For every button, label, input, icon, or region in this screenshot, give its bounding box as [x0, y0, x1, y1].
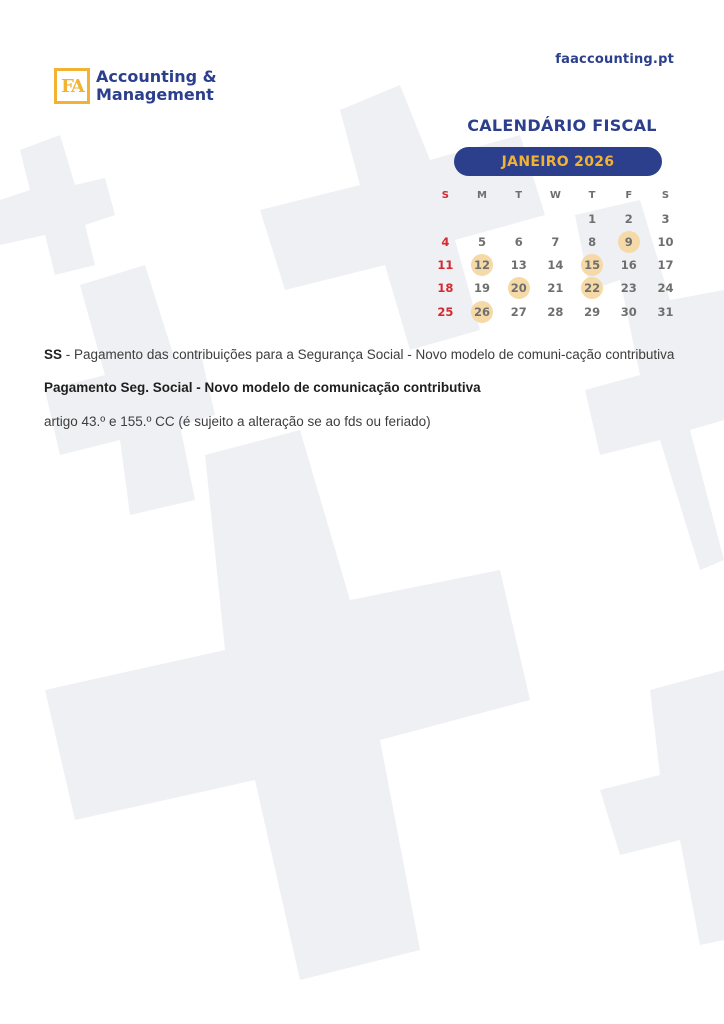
calendar-day: 18 — [437, 281, 454, 296]
company-logo — [54, 68, 217, 104]
obligation-summary — [44, 346, 680, 363]
calendar-day-highlighted: 26 — [464, 300, 501, 323]
calendar-day-highlighted: 12 — [464, 254, 501, 277]
weekday-header: T — [588, 190, 596, 202]
logo-text — [96, 68, 217, 104]
calendar-day: 13 — [510, 258, 527, 273]
logo-line-2: Management — [96, 85, 214, 104]
logo-line-1: Accounting & — [96, 67, 217, 86]
calendar-day: 17 — [657, 258, 674, 273]
calendar-day: 8 — [588, 234, 597, 249]
obligation-description — [44, 346, 680, 430]
calendar-day-highlighted: 15 — [574, 254, 611, 277]
calendar-day: 25 — [437, 304, 454, 319]
weekday-header: W — [549, 190, 561, 202]
obligation-legal-basis: artigo 43.º e 155.º CC (é sujeito a alteração se ao fds ou feriado) — [44, 414, 431, 429]
weekday-header: S — [441, 190, 449, 202]
calendar-day: 14 — [547, 258, 564, 273]
calendar-day: 29 — [584, 304, 601, 319]
calendar-day: 2 — [624, 211, 633, 226]
calendar-grid — [427, 184, 684, 323]
calendar-day: 31 — [657, 304, 674, 319]
calendar-day-empty — [537, 207, 574, 230]
calendar-day-empty — [427, 207, 464, 230]
calendar-day: 4 — [441, 234, 450, 249]
calendar-day: 10 — [657, 234, 674, 249]
obligation-summary-text: - Pagamento das contribuições para a Segurança Social - Novo modelo de comuni-cação contributiva — [62, 347, 675, 362]
calendar-day-empty — [464, 207, 501, 230]
calendar-day-highlighted: 20 — [500, 277, 537, 300]
weekday-header: M — [477, 190, 487, 202]
calendar-day: 23 — [620, 281, 637, 296]
weekday-header: F — [625, 190, 633, 202]
calendar-day: 1 — [588, 211, 597, 226]
calendar-day: 16 — [620, 258, 637, 273]
calendar-day: 27 — [510, 304, 527, 319]
weekday-header: S — [661, 190, 670, 202]
logo-mark: FA — [54, 68, 90, 104]
obligation-code: SS — [44, 347, 63, 362]
calendar-day: 6 — [514, 234, 523, 249]
calendar-day: 24 — [657, 281, 674, 296]
calendar-day-highlighted: 9 — [610, 230, 647, 253]
website-url[interactable]: faaccounting.pt — [555, 52, 674, 67]
calendar-heading: CALENDÁRIO FISCAL — [467, 116, 657, 135]
calendar-day: 11 — [437, 258, 454, 273]
calendar-day: 21 — [547, 281, 564, 296]
obligation-title: Pagamento Seg. Social - Novo modelo de comunicação contributiva — [44, 380, 481, 395]
calendar-day: 7 — [551, 234, 560, 249]
calendar-day-empty — [500, 207, 537, 230]
weekday-header: T — [515, 190, 523, 202]
calendar-day-highlighted: 22 — [574, 277, 611, 300]
calendar-month: JANEIRO 2026 — [454, 147, 662, 176]
calendar-day: 19 — [474, 281, 491, 296]
calendar-day: 3 — [661, 211, 670, 226]
calendar-day: 30 — [620, 304, 637, 319]
calendar-day: 5 — [478, 234, 487, 249]
calendar-day: 28 — [547, 304, 564, 319]
